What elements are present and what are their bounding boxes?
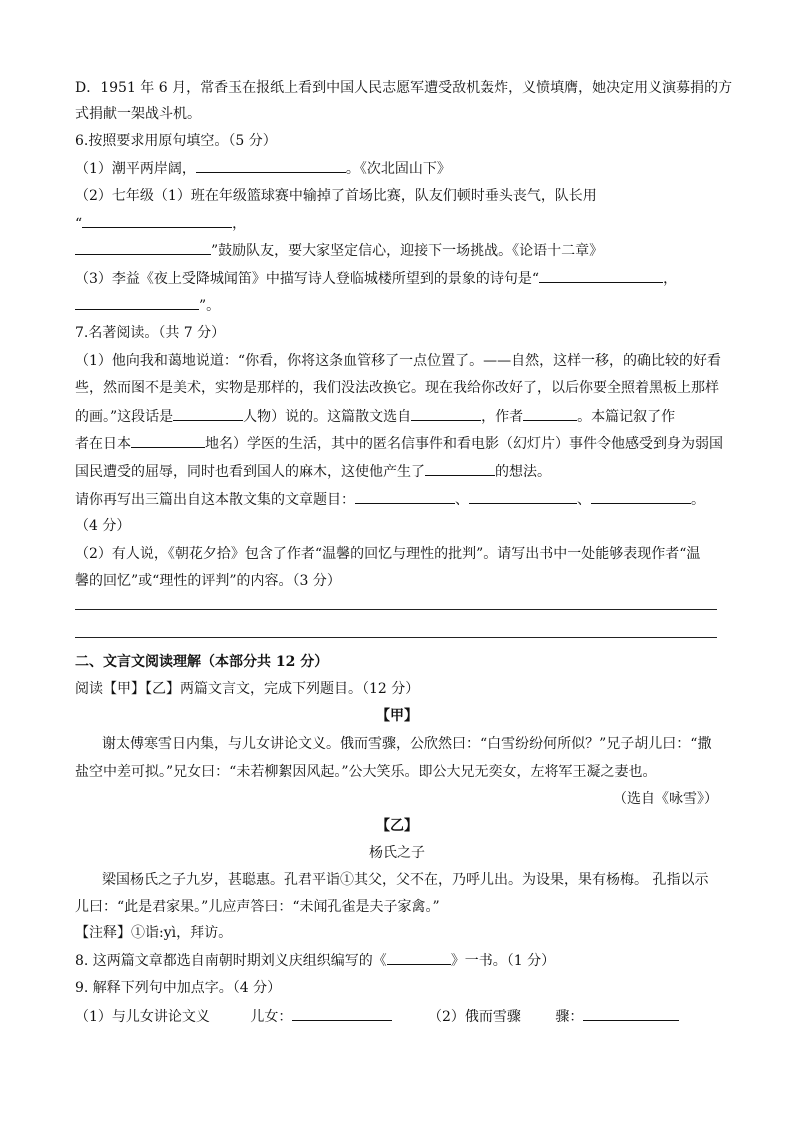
q7-text: 者在日本 [75, 436, 131, 452]
q8-text: 8. 这两篇文章都选自南朝时期刘义庆组织编写的《 [75, 953, 387, 969]
q7-blank-title-3[interactable] [591, 489, 691, 504]
text-yi-title: 杨氏之子 [369, 845, 425, 861]
q7-text: 的想法。 [495, 464, 551, 480]
answer-line-1[interactable] [75, 609, 717, 610]
text-yi-line-2: 儿曰：“此是君家果。”儿应声答曰：“未闻孔雀是夫子家禽。” [75, 899, 440, 915]
q7-title: 7.名著阅读。（共 7 分） [75, 325, 226, 341]
q7-p1-line-2: 些，然而图不是美术，实物是那样的，我们没法改换它。现在我给你改好了，以后你要全照着黑板上那样 [75, 380, 719, 396]
q6-comma: ， [232, 216, 247, 232]
q6-item-3-comma: ， [663, 271, 678, 287]
q6-item-2-line-2 [75, 213, 246, 234]
q7-blank-person[interactable] [173, 406, 243, 421]
q7-text: 地名）学医的生活，其中的匿名信事件和看电影（幻灯片）事件令他感受到身为弱国 [205, 436, 723, 452]
text-jia-line-2: 盐空中差可拟。”兄女曰：“未若柳絮因风起。”公大笑乐。即公大兄无奕女，左将军王凝之妻也。 [75, 764, 657, 780]
q7-separator: 、 [577, 492, 591, 508]
option-d-line-2: 式捐献一架战斗机。 [75, 106, 201, 122]
text-jia-source: （选自《咏雪》） [613, 791, 718, 807]
q8-blank-book[interactable] [387, 950, 451, 965]
text-jia-line-1: 谢太傅寒雪日内集，与儿女讲论文义。俄而雪骤，公欣然曰：“白雪纷纷何所似？”兄子胡儿曰：“撒 [102, 736, 712, 752]
q6-item-2-tail: ”鼓励队友，要大家坚定信心，迎接下一场挑战。《论语十二章》 [211, 243, 604, 259]
q9-title: 9. 解释下列句中加点字。（4 分） [75, 980, 282, 996]
q7-p1-line-1: （1）他向我和蔼地说道：“你看，你将这条血管移了一点位置了。——自然，这样一移，的确比较的好看 [75, 353, 722, 369]
q9-blank-1[interactable] [292, 1006, 392, 1021]
q6-item-1 [75, 158, 451, 179]
q6-item-1-pre: （1）潮平两岸阔， [75, 161, 196, 177]
section-2-intro: 阅读【甲】【乙】两篇文言文，完成下列题目。（12 分） [75, 681, 420, 697]
q7-blank-place[interactable] [131, 433, 205, 448]
q6-item-2-line-1: （2）七年级（1）班在年级篮球赛中输掉了首场比赛，队友们顿时垂头丧气，队长用 [75, 188, 597, 204]
q6-item-3-line-2 [75, 295, 220, 316]
answer-line-2[interactable] [75, 637, 717, 638]
q9-item-2 [428, 1006, 679, 1027]
q6-blank-2[interactable] [82, 213, 232, 228]
q7-blank-author[interactable] [523, 406, 577, 421]
q7-separator: 、 [455, 492, 469, 508]
q6-item-2-line-3 [75, 240, 603, 261]
q7-blank-title-2[interactable] [469, 489, 577, 504]
q9-blank-2[interactable] [583, 1006, 679, 1021]
q8 [75, 950, 555, 971]
q7-text: ，作者 [481, 409, 524, 425]
q6-blank-4[interactable] [539, 268, 663, 283]
q7-p2-line-2: 馨的回忆”或“理性的评判”的内容。（3 分） [75, 573, 341, 589]
q6-blank-1[interactable] [196, 158, 346, 173]
q9-item-1-sentence: （1）与儿女讲论文义 [75, 1009, 210, 1025]
q6-blank-3[interactable] [75, 240, 211, 255]
q6-title: 6.按照要求用原句填空。（5 分） [75, 133, 277, 149]
q7-text: 请你再写出三篇出自这本散文集的文章题目： [75, 492, 355, 508]
q8-text: 》一书。（1 分） [450, 953, 556, 969]
q6-item-1-post: 。《次北固山下》 [345, 161, 451, 177]
q7-blank-idea[interactable] [425, 461, 495, 476]
q6-item-3-line-1 [75, 268, 677, 289]
q6-quote-open: “ [75, 216, 83, 232]
q7-text: 国民遭受的屈辱，同时也看到国人的麻木，这使他产生了 [75, 464, 425, 480]
q7-p1-score: （4 分） [75, 518, 131, 534]
text-jia-heading: 【甲】 [376, 708, 418, 724]
q7-blank-book[interactable] [411, 406, 481, 421]
q7-text: 。本篇记叙了作 [577, 409, 676, 425]
q6-item-3-end: ”。 [199, 298, 221, 314]
q6-item-3-pre: （3）李益《夜上受降城闻笛》中描写诗人登临城楼所望到的景象的诗句是“ [75, 271, 540, 287]
q9-item-2-sentence: （2）俄而雪骤 [428, 1009, 521, 1025]
q9-item-1-word: 儿女： [250, 1009, 293, 1025]
q7-p2-line-1: （2）有人说，《朝花夕拾》包含了作者“温馨的回忆与理性的批判”。请写出书中一处能够表现作者“温 [75, 546, 701, 562]
text-yi-line-1: 梁国杨氏之子九岁，甚聪惠。孔君平诣①其父，父不在，乃呼儿出。为设果，果有杨梅。 孔指以示 [102, 872, 709, 888]
q7-text: 的画。”这段话是 [75, 409, 174, 425]
q7-text: 。 [691, 492, 705, 508]
q6-blank-5[interactable] [75, 295, 199, 310]
section-2-title: 二、文言文阅读理解（本部分共 12 分） [75, 654, 329, 670]
text-yi-heading: 【乙】 [376, 818, 418, 834]
q7-text: 人物）说的。这篇散文选自 [243, 409, 412, 425]
q7-blank-title-1[interactable] [355, 489, 455, 504]
q9-item-1 [75, 1006, 392, 1027]
q7-p1-line-4 [75, 433, 723, 454]
annotation-note: 【注释】①诣:yì，拜访。 [75, 925, 233, 941]
q7-p1-line-6 [75, 489, 705, 510]
q7-p1-line-3 [75, 406, 675, 427]
q9-item-2-word: 骤： [555, 1009, 584, 1025]
q7-p1-line-5 [75, 461, 551, 482]
option-d-line-1: D．1951 年 6 月，常香玉在报纸上看到中国人民志愿军遭受敌机轰炸，义愤填膺，她决定用义演募捐的方 [75, 80, 733, 96]
